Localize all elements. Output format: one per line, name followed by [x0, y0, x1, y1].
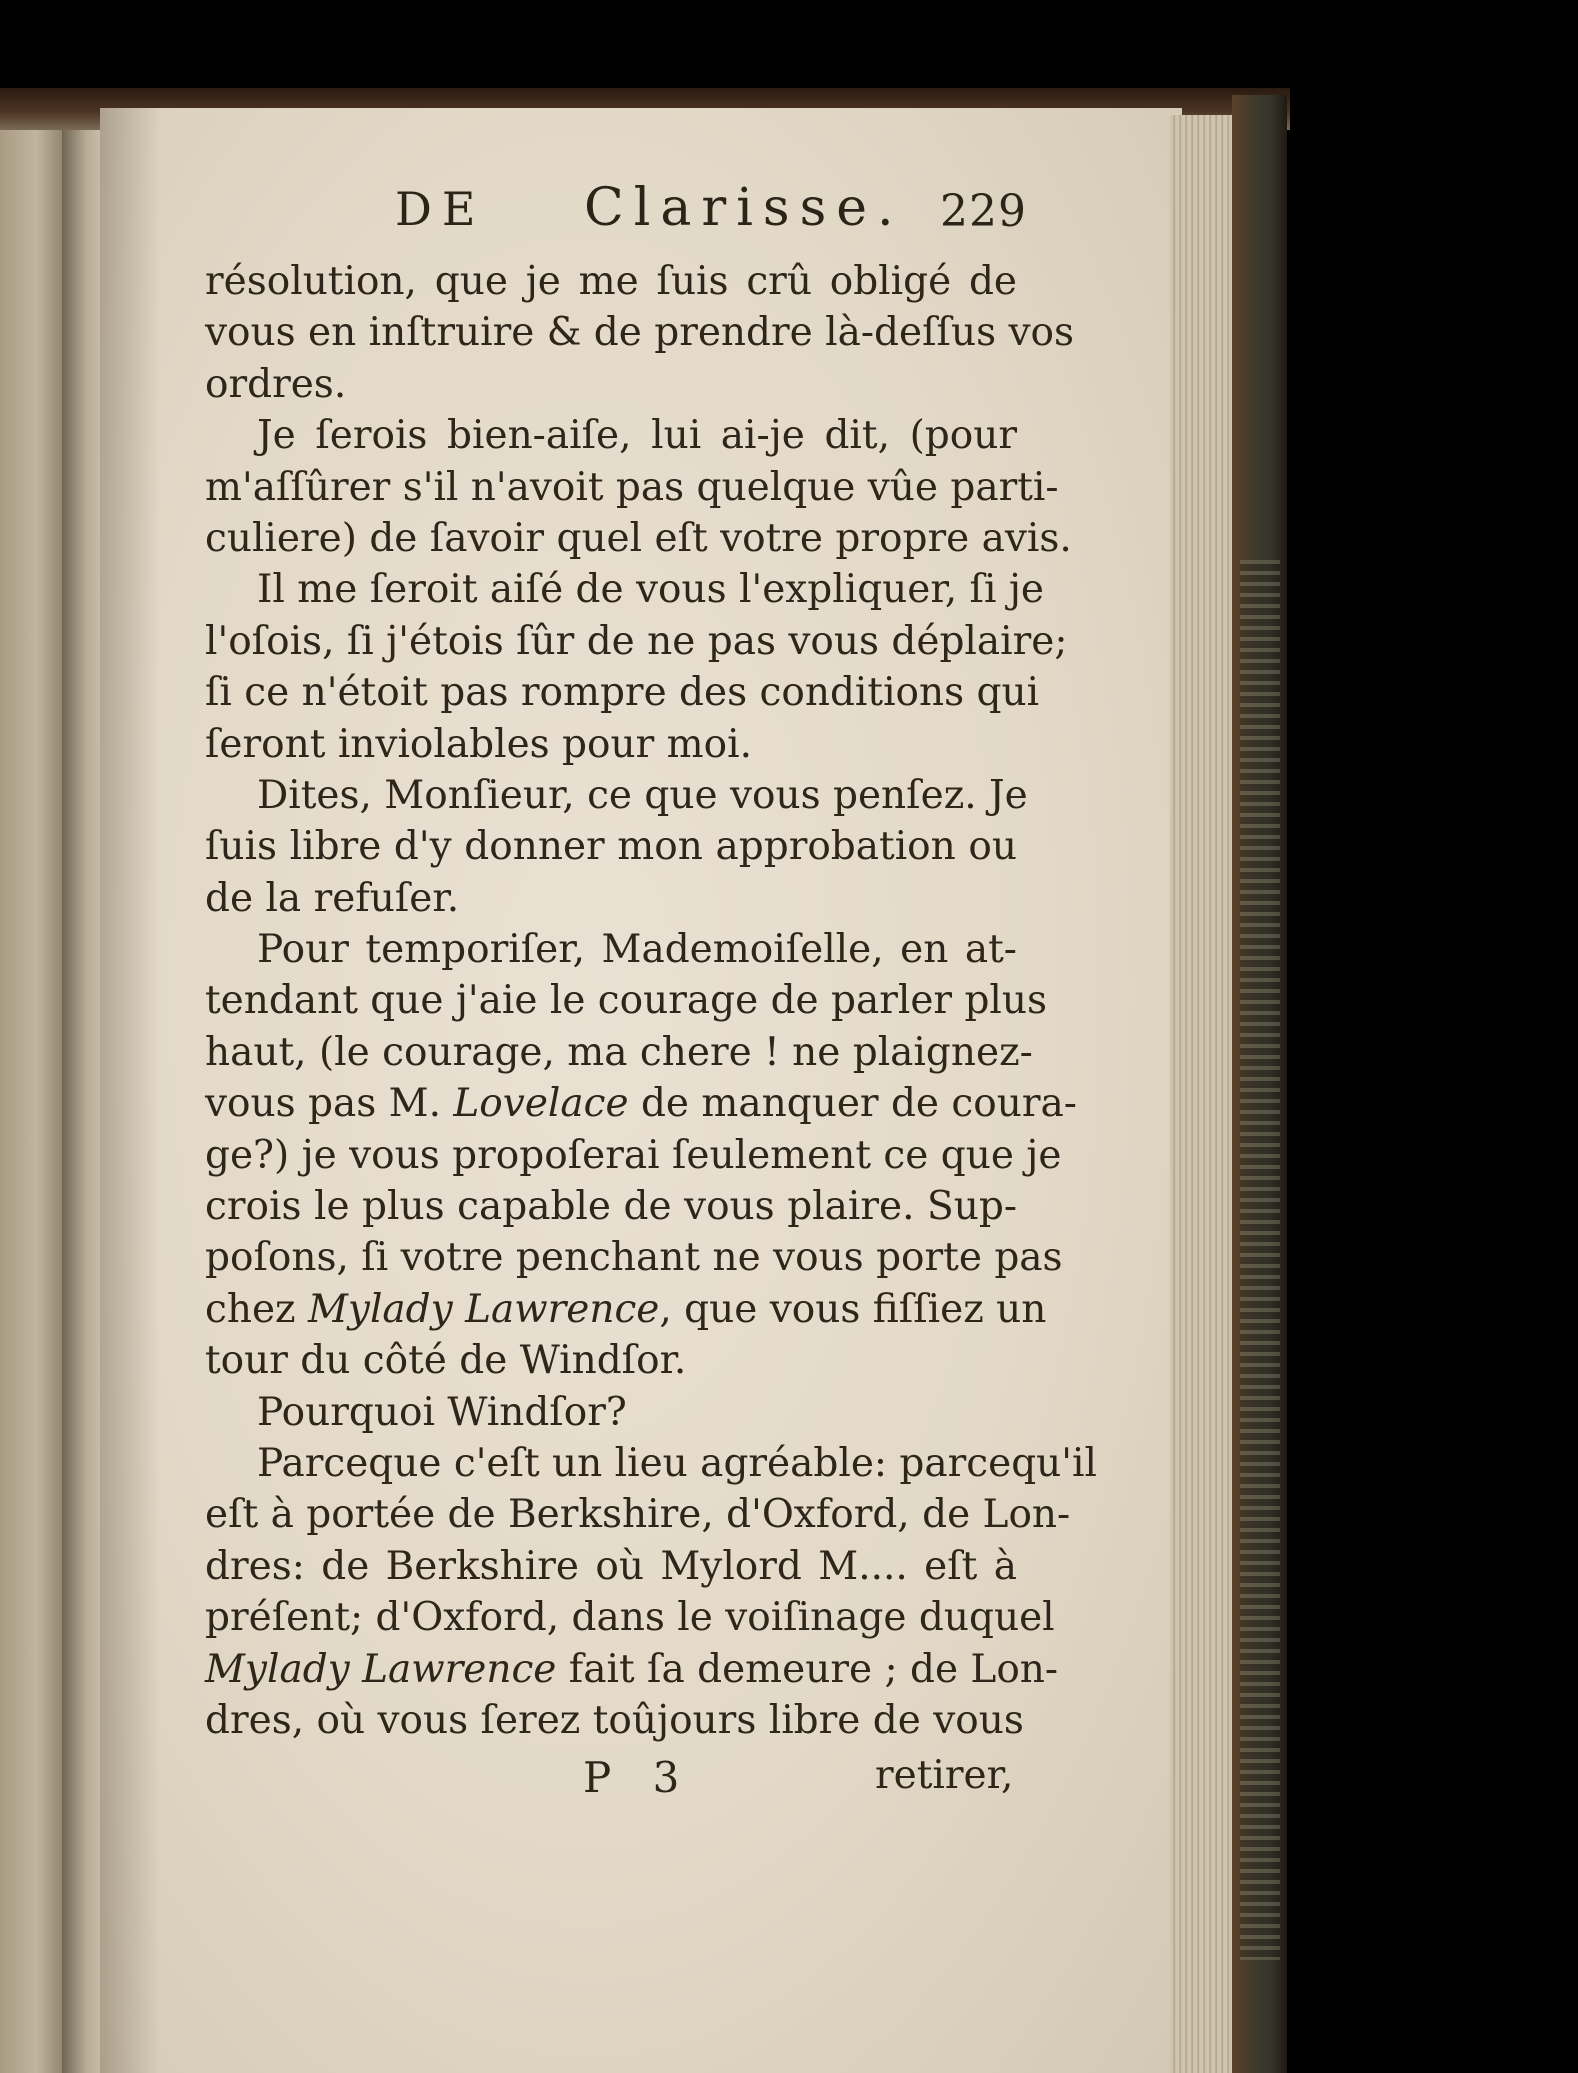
page-fore-edge [1170, 115, 1232, 2073]
text-line: Dites, Monſieur, ce que vous penſez. Je [257, 772, 1028, 818]
text-line: tour du côté de Windſor. [205, 1338, 687, 1384]
running-title [395, 178, 904, 238]
marbled-cover-texture [1240, 560, 1280, 1960]
text-run: fait ſa demeure ; de Lon- [556, 1646, 1059, 1692]
text-line [205, 1078, 1077, 1129]
text-line: Pourquoi Windſor? [257, 1389, 627, 1435]
italic-name: Mylady Lawrence [307, 1286, 660, 1332]
text-line: culiere) de ſavoir quel eſt votre propre avis. [205, 515, 1072, 561]
text-line: résolution, que je me ſuis crû obligé de [205, 259, 1017, 304]
text-line: ordres. [205, 361, 347, 407]
text-line: Je ſerois bien-aiſe, lui ai-je dit, (pour [257, 413, 1017, 459]
text-line [205, 1644, 1059, 1695]
body-text [205, 256, 1097, 1746]
text-line: eſt à portée de Berkshire, d'Oxford, de Lon- [205, 1492, 1071, 1538]
italic-name: Mylady Lawrence [205, 1646, 557, 1692]
text-line: m'aſſûrer s'il n'avoit pas quelque vûe parti- [205, 464, 1059, 510]
page-number: 229 [940, 186, 1027, 237]
text-line [205, 1284, 1047, 1335]
text-line: de la refuſer. [205, 875, 460, 921]
italic-name: Lovelace [453, 1081, 629, 1127]
page-gutter-shadow [100, 108, 160, 2073]
signature-mark: P 3 [583, 1753, 694, 1802]
text-line: ſuis libre d'y donner mon approbation ou [205, 824, 1017, 870]
text-run: vous pas M. [205, 1081, 454, 1127]
text-line: dres: de Berkshire où Mylord M.... eſt à [205, 1543, 1017, 1589]
text-line: tendant que j'aie le courage de parler plus [205, 978, 1048, 1024]
text-line: Pour temporiſer, Mademoiſelle, en at- [257, 927, 1017, 973]
text-run: de manquer de coura- [628, 1081, 1077, 1127]
text-line: Parceque c'eſt un lieu agréable: parcequ'il [257, 1440, 1097, 1486]
text-line: haut, (le courage, ma chere ! ne plaignez- [205, 1029, 1033, 1075]
text-line: ge?) je vous propoſerai ſeulement ce que je [205, 1132, 1062, 1178]
text-line: l'oſois, ſi j'étois ſûr de ne pas vous déplaire; [205, 618, 1068, 664]
text-line: vous en inſtruire & de prendre là-deſſus vos [205, 310, 1075, 356]
text-line: crois le plus capable de vous plaire. Sup- [205, 1184, 1017, 1230]
previous-page-edge [0, 120, 66, 2073]
text-line: préſent; d'Oxford, dans le voiſinage duquel [205, 1595, 1055, 1641]
text-line: poſons, ſi votre penchant ne vous porte pas [205, 1235, 1063, 1281]
text-line: Il me ſeroit aiſé de vous l'expliquer, ſi je [257, 567, 1045, 613]
text-line: dres, où vous ſerez toûjours libre de vous [205, 1697, 1024, 1743]
running-title-prefix: DE [395, 182, 486, 236]
text-run: , que vous fiſſiez un [659, 1286, 1047, 1332]
text-line: ſeront inviolables pour moi. [205, 721, 752, 767]
running-title-main: Clarisse. [583, 178, 904, 238]
text-line: ſi ce n'étoit pas rompre des conditions qui [205, 670, 1040, 716]
catchword: retirer, [875, 1753, 1014, 1798]
text-run: chez [205, 1286, 308, 1332]
